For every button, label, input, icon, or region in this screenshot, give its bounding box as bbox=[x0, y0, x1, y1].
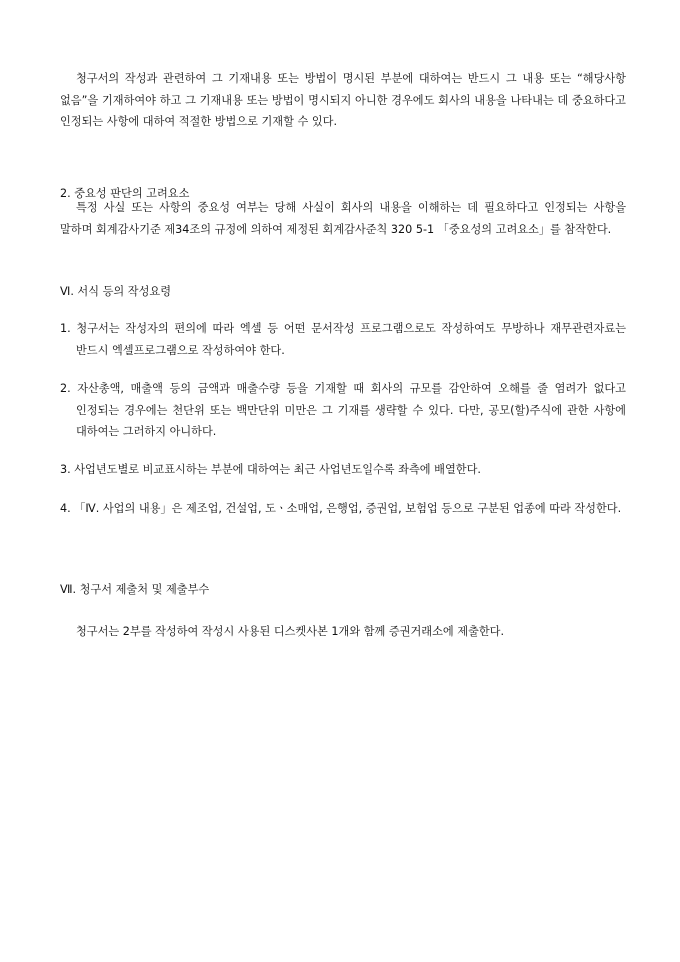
intro-paragraph: 청구서의 작성과 관련하여 그 기재내용 또는 방법이 명시된 부분에 대하여는 반드시 그 내용 또는 “해당사항 없음”을 기재하여야 하고 그 기재내용 또는 방법이 명시되지 아니한 경우에도 회사의 내용을 나타내는 데 중요하다고 인정되는 사항에 대하여 적절한 방법으로 기재할 수 있다. bbox=[60, 72, 626, 128]
section7-heading: Ⅶ. 청구서 제출처 및 제출부수 bbox=[60, 583, 210, 596]
section6-heading: Ⅵ. 서식 등의 작성요령 bbox=[60, 285, 172, 298]
section6-item-1: 1. 청구서는 작성자의 편의에 따라 엑셀 등 어떤 문서작성 프로그램으로도 작성하여도 무방하나 재무관련자료는 반드시 엑셀프로그램으로 작성하여야 한다. bbox=[60, 322, 626, 357]
section6-item-4: 4. 「Ⅳ. 사업의 내용」은 제조업, 건설업, 도ㆍ소매업, 은행업, 증권업, 보험업 등으로 구분된 업종에 따라 작성한다. bbox=[60, 502, 622, 515]
materiality-heading: 2. 중요성 판단의 고려요소 bbox=[60, 187, 190, 200]
materiality-paragraph: 특정 사실 또는 사항의 중요성 여부는 당해 사실이 회사의 내용을 이해하는 데 필요하다고 인정되는 사항을 말하며 회계감사기준 제34조의 규정에 의하여 제정된 회계감사준칙 320 5-1 「중요성의 고려요소」를 참작한다. bbox=[60, 201, 626, 236]
section6-item-2: 2. 자산총액, 매출액 등의 금액과 매출수량 등을 기재할 때 회사의 규모를 감안하여 오해를 줄 염려가 없다고 인정되는 경우에는 천단위 또는 백만단위 미만은 그 기재를 생략할 수 있다. 다만, 공모(할)주식에 관한 사항에 대하여는 그러하지 아니하다. bbox=[60, 382, 626, 438]
section7-paragraph: 청구서는 2부를 작성하여 작성시 사용된 디스켓사본 1개와 함께 증권거래소에 제출한다. bbox=[76, 625, 505, 638]
section6-item-3: 3. 사업년도별로 비교표시하는 부분에 대하여는 최근 사업년도일수록 좌측에 배열한다. bbox=[60, 463, 481, 476]
